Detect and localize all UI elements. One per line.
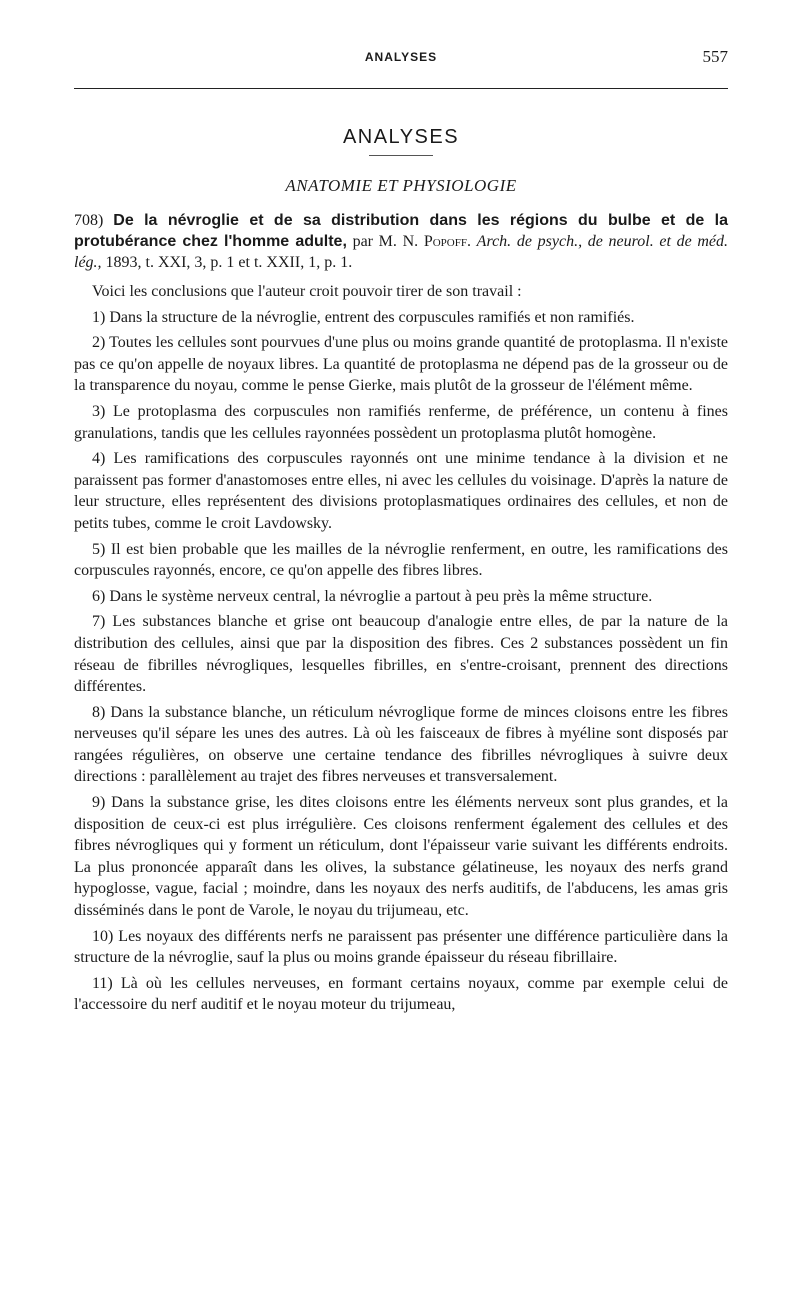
page bbox=[74, 0, 728, 1016]
entry-number: 708) bbox=[74, 212, 104, 229]
running-head-title: ANALYSES bbox=[364, 50, 438, 64]
paragraph-intro: Voici les conclusions que l'auteur croit pouvoir tirer de son travail : bbox=[92, 283, 522, 300]
paragraph-9: 9) Dans la substance grise, les dites cloisons entre les éléments nerveux sont plus grandes, et la disposition de ceux-ci est plus irrégulière. Ces cloisons renferment également des cellules et des fibres névrogliques qui y forment un réticulum, dont l'épaisseur varie suivant les différents endroits. La plus prononcée apparaît dans les olives, la substance gélatineuse, les noyaux des nerfs grand hypoglosse, vague, facial ; moindre, dans les noyaux des nerfs auditifs, de l'abducens, les amas gris disséminés dans le pont de Varole, le noyau du trijumeau, etc. bbox=[74, 794, 728, 920]
section-divider bbox=[369, 155, 433, 156]
paragraph-3: 3) Le protoplasma des corpuscules non ramifiés renferme, de préférence, un contenu à fines granulations, tandis que les cellules rayonnées possèdent un protoplasma plutôt homogène. bbox=[74, 402, 728, 442]
section-title: ANALYSES bbox=[342, 126, 460, 148]
paragraph-6: 6) Dans le système nerveux central, la névroglie a partout à peu près la même structure. bbox=[92, 587, 653, 605]
entry-title: De la névroglie et de sa distribution dans les régions du bulbe et de la protubérance chez l'homme adulte, bbox=[74, 212, 729, 250]
paragraph-1: 1) Dans la structure de la névroglie, entrent des corpuscules ramifiés et non ramifiés. bbox=[92, 308, 635, 326]
page-number: 557 bbox=[702, 47, 728, 66]
paragraph-11: 11) Là où les cellules nerveuses, en formant certains noyaux, comme par exemple celui de l'accessoire du nerf auditif et le noyau moteur du trijumeau, bbox=[74, 974, 728, 1014]
paragraph-5: 5) Il est bien probable que les mailles de la névroglie renferment, en outre, les ramifications des corpuscules rayonnés, encore, ce qu'on appelle des fibres libres. bbox=[74, 540, 728, 580]
paragraph-10: 10) Les noyaux des différents nerfs ne paraissent pas présenter une différence particulière dans la structure de la névroglie, sauf la plus ou moins grande épaisseur du réseau fibrillaire. bbox=[74, 927, 728, 967]
paragraph-4: 4) Les ramifications des corpuscules rayonnés ont une minime tendance à la division et ne paraissent pas former d'anastomoses entre elles, ni avec les cellules du voisinage. D'après la nature de leur structure, elles représentent des divisions protoplasmatiques ordinaires des cellules, et non de petits tubes, comme le croit Lavdowsky. bbox=[74, 450, 728, 532]
subsection-title: ANATOMIE ET PHYSIOLOGIE bbox=[285, 176, 517, 195]
paragraph-8: 8) Dans la substance blanche, un réticulum névroglique forme de minces cloisons entre les fibres nerveuses qu'il sépare les unes des autres. Là où les faisceaux de fibres à myéline sont disposés par rangées régulières, on observe une certaine tendance des fibrilles névrogliques à suivre deux directions : parallèlement au trajet des fibres nerveuses et transversalement. bbox=[74, 703, 728, 786]
paragraph-2: 2) Toutes les cellules sont pourvues d'une plus ou moins grande quantité de protoplasma. Il n'existe pas ce qu'on appelle de noyaux libres. La quantité de protoplasma ne dépend pas de la grosseur ou de la transparence du noyau, comme le pense Gierke, mais plutôt de la grosseur de l'élément même. bbox=[74, 334, 728, 395]
header-rule bbox=[74, 88, 728, 89]
running-head bbox=[74, 0, 728, 88]
entry-by: par M. N. bbox=[352, 233, 419, 250]
entry-author: Popoff. bbox=[423, 233, 471, 250]
entry-citation: 1893, t. XXI, 3, p. 1 et t. XXII, 1, p. 1. bbox=[105, 254, 353, 271]
paragraph-7: 7) Les substances blanche et grise ont beaucoup d'analogie entre elles, de par la nature de la distribution des cellules, ainsi que par la disposition des fibres. Ces 2 substances possèdent un fin réseau de fibrilles névrogliques, lesquelles fibrilles, en s'entre-croisant, prennent des directions différentes. bbox=[74, 613, 728, 696]
entry-heading bbox=[74, 210, 728, 273]
entry-journal: Arch. de psych., de neurol. et de méd. lég., bbox=[74, 233, 729, 271]
